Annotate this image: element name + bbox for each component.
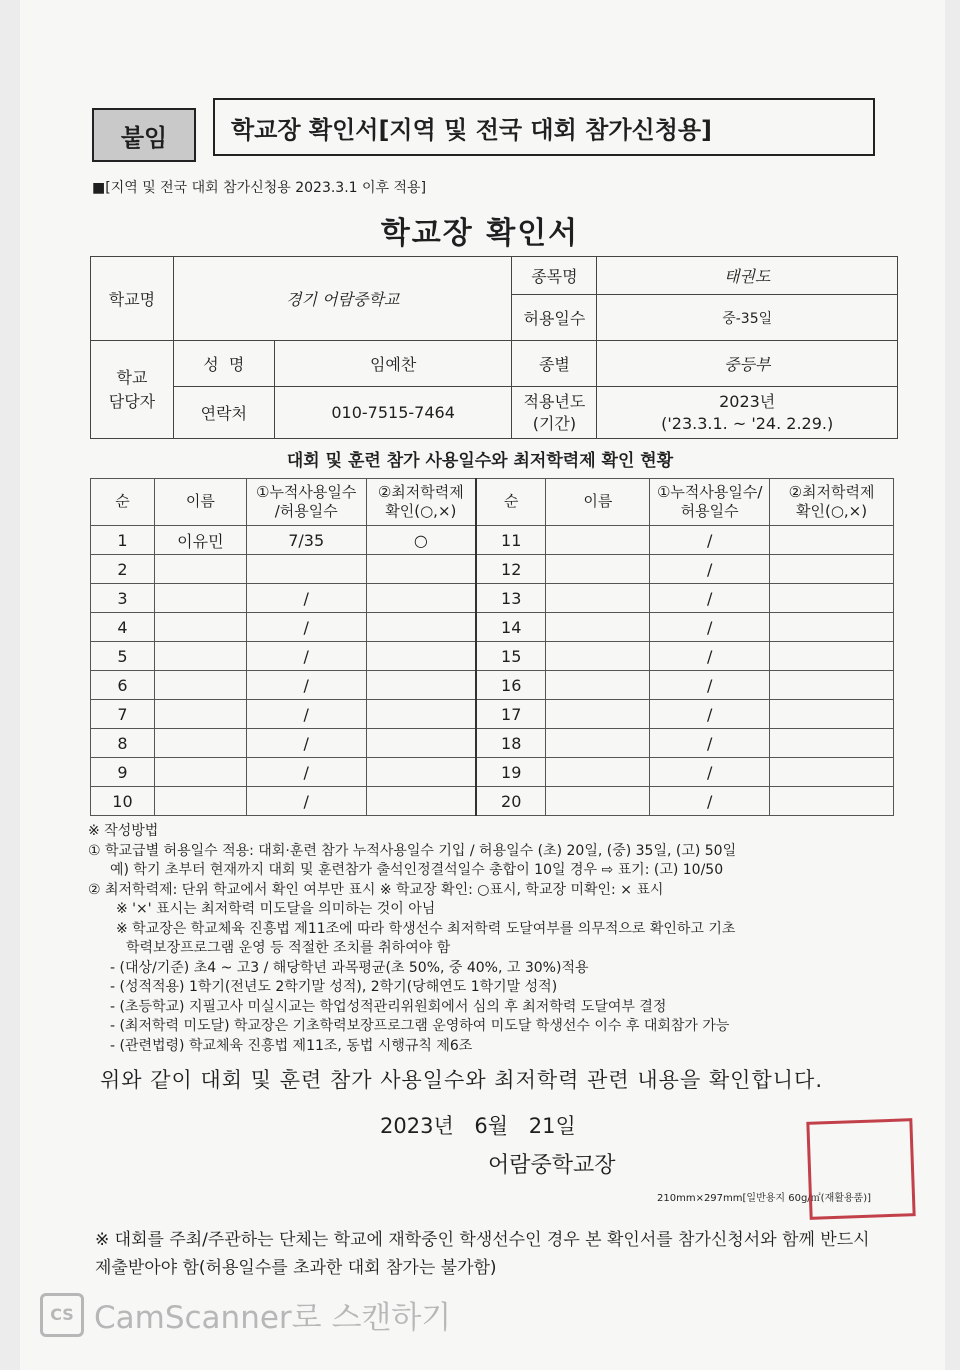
school-label: 학교명 — [91, 257, 174, 341]
row-no: 1 — [91, 526, 155, 555]
row-name — [154, 700, 246, 729]
row-name-right — [546, 526, 650, 555]
paper-spec: 210mm×297mm[일반용지 60g/㎡(재활용품)] — [657, 1193, 872, 1204]
row-name — [154, 584, 246, 613]
row-no: 3 — [91, 584, 155, 613]
row-name — [154, 671, 246, 700]
row-no-right: 12 — [476, 555, 546, 584]
submission-notice: ※ 대회를 주최/주관하는 단체는 학교에 재학중인 학생선수인 경우 본 확인서를 참가신청서와 함께 반드시 제출받아야 함(허용일수를 초과한 대회 참가는 불가함) — [95, 1230, 870, 1278]
row-days: / — [246, 729, 366, 758]
header-no: 순 — [91, 479, 155, 526]
period-value: ('23.3.1. ~ '24. 2.29.) — [661, 413, 834, 433]
row-no: 8 — [91, 729, 155, 758]
instruction-line: - (최저학력 미도달) 학교장은 기초학력보장프로그램 운영하여 미도달 학생선수 이수 후 대회참가 가능 — [110, 1018, 730, 1034]
header-no-right: 순 — [476, 479, 546, 526]
row-name-right — [546, 700, 650, 729]
instruction-line: - (초등학교) 지필고사 미실시교는 학업성적관리위원회에서 심의 후 최저학력 도달여부 결정 — [110, 998, 667, 1015]
row-check-right — [770, 584, 894, 613]
instruction-line: ① 학교급별 허용일수 적용: 대회·훈련 참가 누적사용일수 기입 / 허용일수 (초) 20일, (중) 35일, (고) 50일 — [88, 842, 737, 859]
row-no-right: 16 — [476, 671, 546, 700]
principal-signature: 어람중학교장 — [488, 1153, 616, 1178]
row-days-right: / — [650, 642, 770, 671]
row-days: / — [246, 584, 366, 613]
school-value: 경기 어람중학교 — [173, 257, 512, 341]
row-check-right — [770, 526, 894, 555]
sport-label: 종목명 — [512, 257, 597, 295]
row-name-right — [546, 555, 650, 584]
table-row — [91, 787, 894, 816]
camscanner-logo-icon: CS — [40, 1293, 84, 1337]
row-no: 2 — [91, 555, 155, 584]
row-check — [366, 758, 476, 787]
row-no-right: 18 — [476, 729, 546, 758]
confirmation-statement: 위와 같이 대회 및 훈련 참가 사용일수와 최저학력 관련 내용을 확인합니다. — [100, 1068, 824, 1092]
row-name-right — [546, 729, 650, 758]
header-check-right: ②최저학력제 확인(○,×) — [770, 479, 894, 526]
row-name-right — [546, 671, 650, 700]
row-check-right — [770, 642, 894, 671]
instruction-line: ※ 학교장은 학교체육 진흥법 제11조에 따라 학생선수 최저학력 도달여부를 의무적으로 확인하고 기초 — [116, 920, 736, 937]
row-check — [366, 613, 476, 642]
row-days: / — [246, 613, 366, 642]
row-days-right: / — [650, 787, 770, 816]
row-no-right: 11 — [476, 526, 546, 555]
camscanner-watermark — [40, 1292, 451, 1337]
row-name: 이유민 — [154, 526, 246, 555]
signed-date: 2023년 6월 21일 — [380, 1114, 576, 1138]
row-days-right: / — [650, 671, 770, 700]
row-check — [366, 700, 476, 729]
row-name — [154, 642, 246, 671]
instruction-line: 예) 학기 초부터 현재까지 대회 및 훈련참가 출석인정결석일수 총합이 10일 경우 ⇨ 표기: (고) 10/50 — [110, 862, 724, 878]
row-check — [366, 787, 476, 816]
row-name-right — [546, 642, 650, 671]
name-value: 임예찬 — [274, 341, 512, 387]
header-title: 학교장 확인서[지역 및 전국 대회 참가신청용] — [213, 98, 875, 156]
row-days-right: / — [650, 729, 770, 758]
usage-table — [90, 478, 894, 816]
row-days-right: / — [650, 613, 770, 642]
row-no-right: 19 — [476, 758, 546, 787]
year-label: 적용년도 (기간) — [512, 387, 597, 439]
school-seal — [806, 1118, 915, 1220]
table-row — [91, 613, 894, 642]
year-value: 2023년 — [719, 391, 776, 411]
table-row — [91, 555, 894, 584]
header-name: 이름 — [154, 479, 246, 526]
row-name — [154, 555, 246, 584]
row-check-right — [770, 700, 894, 729]
row-no: 9 — [91, 758, 155, 787]
row-check-right — [770, 787, 894, 816]
table-row — [91, 584, 894, 613]
row-check-right — [770, 555, 894, 584]
row-check — [366, 584, 476, 613]
attachment-tag: 붙임 — [92, 108, 196, 162]
row-days-right: / — [650, 584, 770, 613]
row-check — [366, 642, 476, 671]
row-no-right: 14 — [476, 613, 546, 642]
sport-value: 태권도 — [597, 257, 898, 295]
row-no-right: 15 — [476, 642, 546, 671]
row-days: / — [246, 700, 366, 729]
row-check — [366, 729, 476, 758]
row-check-right — [770, 758, 894, 787]
contact-label: 학교 담당자 — [91, 341, 174, 439]
row-check: ○ — [366, 526, 476, 555]
row-no: 6 — [91, 671, 155, 700]
instruction-line: - (관련법령) 학교체육 진흥법 제11조, 동법 시행규칙 제6조 — [110, 1037, 473, 1054]
name-label: 성 명 — [173, 341, 274, 387]
row-no: 5 — [91, 642, 155, 671]
allowed-days-value: 중-35일 — [597, 295, 898, 341]
row-check — [366, 671, 476, 700]
row-no-right: 20 — [476, 787, 546, 816]
row-no-right: 17 — [476, 700, 546, 729]
allowed-days-label: 허용일수 — [512, 295, 597, 341]
table-row — [91, 729, 894, 758]
row-days-right: / — [650, 700, 770, 729]
row-name-right — [546, 758, 650, 787]
instruction-line: - (대상/기준) 초4 ~ 고3 / 해당학년 과목평균(초 50%, 중 40%, 고 30%)적용 — [110, 959, 589, 976]
instructions — [88, 822, 898, 1056]
row-name — [154, 787, 246, 816]
instruction-line: ※ '×' 표시는 최저학력 미도달을 의미하는 것이 아님 — [116, 901, 436, 917]
row-no: 7 — [91, 700, 155, 729]
instruction-line: 학력보장프로그램 운영 등 적절한 조치를 취하여야 함 — [126, 940, 451, 956]
instruction-line: - (성적적용) 1학기(전년도 2학기말 성적), 2학기(당해연도 1학기말 성적) — [110, 979, 558, 995]
row-days: / — [246, 787, 366, 816]
table-row — [91, 758, 894, 787]
category-value: 중등부 — [597, 341, 898, 387]
row-days-right: / — [650, 526, 770, 555]
phone-value: 010-7515-7464 — [274, 387, 512, 439]
phone-label: 연락처 — [173, 387, 274, 439]
table-row — [91, 700, 894, 729]
row-days-right: / — [650, 758, 770, 787]
row-check-right — [770, 729, 894, 758]
row-check — [366, 555, 476, 584]
row-days: 7/35 — [246, 526, 366, 555]
row-no: 4 — [91, 613, 155, 642]
category-label: 종별 — [512, 341, 597, 387]
row-days-right: / — [650, 555, 770, 584]
row-no-right: 13 — [476, 584, 546, 613]
header-check: ②최저학력제 확인(○,×) — [366, 479, 476, 526]
row-days: / — [246, 758, 366, 787]
row-check-right — [770, 613, 894, 642]
year-cell — [597, 387, 898, 439]
instruction-line: ② 최저학력제: 단위 학교에서 확인 여부만 표시 ※ 학교장 확인: ○표시, 학교장 미확인: × 표시 — [88, 881, 664, 898]
table-title: 대회 및 훈련 참가 사용일수와 최저학력제 확인 현황 — [286, 451, 674, 471]
document-title: 학교장 확인서 — [380, 216, 580, 251]
usage-subnote: ■[지역 및 전국 대회 참가신청용 2023.3.1 이후 적용] — [92, 180, 427, 196]
row-name — [154, 758, 246, 787]
header-days-right: ①누적사용일수/ 허용일수 — [650, 479, 770, 526]
row-name — [154, 613, 246, 642]
row-name-right — [546, 613, 650, 642]
row-days — [246, 555, 366, 584]
row-name-right — [546, 584, 650, 613]
table-row — [91, 642, 894, 671]
row-name-right — [546, 787, 650, 816]
row-days: / — [246, 671, 366, 700]
instruction-line: ※ 작성방법 — [88, 823, 159, 839]
header-name-right: 이름 — [546, 479, 650, 526]
row-days: / — [246, 642, 366, 671]
row-check-right — [770, 671, 894, 700]
table-row — [91, 671, 894, 700]
header-days: ①누적사용일수 /허용일수 — [246, 479, 366, 526]
row-name — [154, 729, 246, 758]
info-table — [90, 256, 898, 439]
row-no: 10 — [91, 787, 155, 816]
watermark-text: CamScanner로 스캔하기 — [94, 1300, 452, 1336]
table-row — [91, 526, 894, 555]
